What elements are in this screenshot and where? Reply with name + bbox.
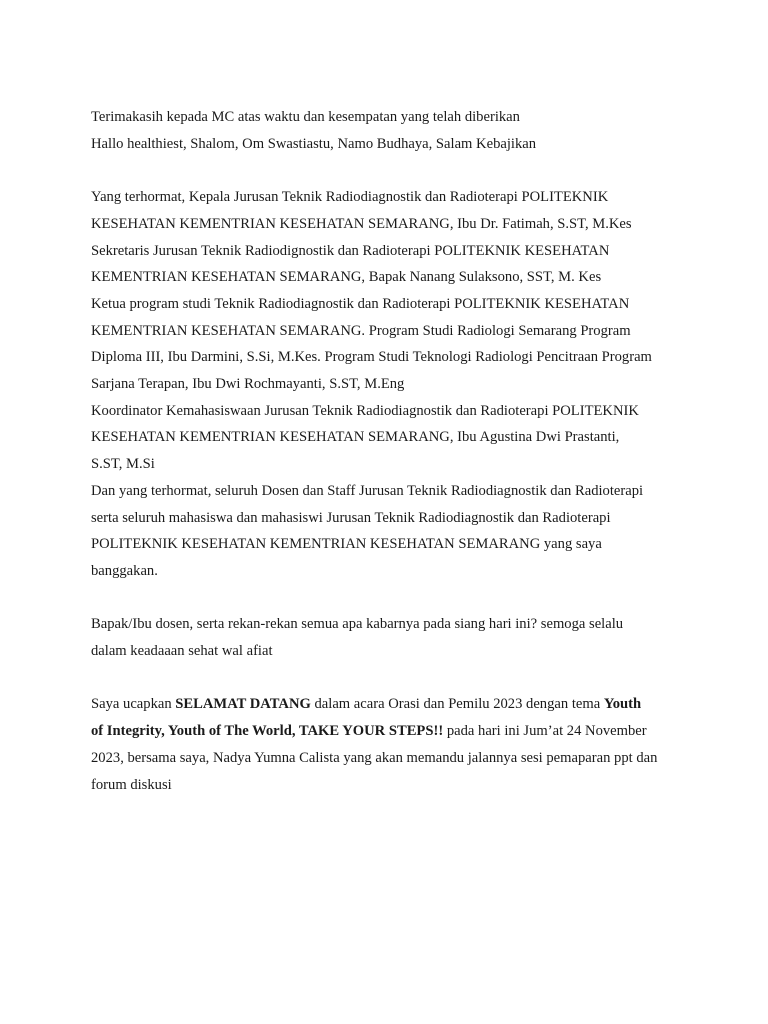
text-line: Dan yang terhormat, seluruh Dosen dan Staff Jurusan Teknik Radiodiagnostik dan Radioterapi — [91, 482, 644, 499]
welcome-line: 2023, bersama saya, Nadya Yumna Calista yang akan memandu jalannya sesi pemaparan ppt dan — [91, 749, 658, 766]
text-line: Bapak/Ibu dosen, serta rekan-rekan semua apa kabarnya pada siang hari ini? semoga selalu — [91, 616, 624, 633]
blank-line — [91, 665, 691, 692]
text-line: dalam keadaaan sehat wal afiat — [91, 643, 273, 660]
text-line: serta seluruh mahasiswa dan mahasiswi Jurusan Teknik Radiodiagnostik dan Radioterapi — [91, 509, 611, 526]
welcome-text: Saya ucapkan — [91, 696, 176, 713]
welcome-line — [91, 718, 691, 745]
blank-line — [91, 157, 691, 184]
text-line: KESEHATAN KEMENTRIAN KESEHATAN SEMARANG, Ibu Dr. Fatimah, S.ST, M.Kes — [91, 215, 632, 232]
text-line: KESEHATAN KEMENTRIAN KESEHATAN SEMARANG, Ibu Agustina Dwi Prastanti, — [91, 429, 620, 446]
text-line: Sekretaris Jurusan Teknik Radiodignostik dan Radioterapi POLITEKNIK KESEHATAN — [91, 242, 610, 259]
welcome-line: forum diskusi — [91, 776, 172, 793]
welcome-text: dalam acara Orasi dan Pemilu 2023 dengan tema — [310, 696, 604, 713]
text-line: Sarjana Terapan, Ibu Dwi Rochmayanti, S.ST, M.Eng — [91, 376, 405, 393]
text-line: Terimakasih kepada MC atas waktu dan kesempatan yang telah diberikan — [91, 109, 520, 125]
text-line: S.ST, M.Si — [91, 456, 155, 473]
blank-line — [91, 585, 691, 612]
text-line: POLITEKNIK KESEHATAN KEMENTRIAN KESEHATAN SEMARANG yang saya — [91, 536, 602, 553]
text-line: KEMENTRIAN KESEHATAN SEMARANG. Program Studi Radiologi Semarang Program — [91, 322, 631, 339]
theme-bold: of Integrity, Youth of The World, TAKE YOUR STEPS!! — [91, 723, 444, 740]
text-line: Diploma III, Ibu Darmini, S.Si, M.Kes. Program Studi Teknologi Radiologi Pencitraan Program — [91, 349, 652, 366]
text-line: Yang terhormat, Kepala Jurusan Teknik Radiodiagnostik dan Radioterapi POLITEKNIK — [91, 189, 609, 206]
welcome-line — [91, 691, 691, 718]
welcome-bold-greeting: SELAMAT DATANG — [175, 696, 311, 713]
theme-bold-start: Youth — [603, 696, 642, 713]
text-line: Ketua program studi Teknik Radiodiagnostik dan Radioterapi POLITEKNIK KESEHATAN — [91, 295, 630, 312]
document-body — [91, 104, 691, 798]
text-line: Hallo healthiest, Shalom, Om Swastiastu, Namo Budhaya, Salam Kebajikan — [91, 135, 537, 152]
welcome-text: pada hari ini Jum’at 24 November — [443, 723, 647, 740]
text-line: KEMENTRIAN KESEHATAN SEMARANG, Bapak Nanang Sulaksono, SST, M. Kes — [91, 269, 602, 286]
text-line: Koordinator Kemahasiswaan Jurusan Teknik Radiodiagnostik dan Radioterapi POLITEKNIK — [91, 402, 639, 419]
text-line: banggakan. — [91, 562, 158, 579]
